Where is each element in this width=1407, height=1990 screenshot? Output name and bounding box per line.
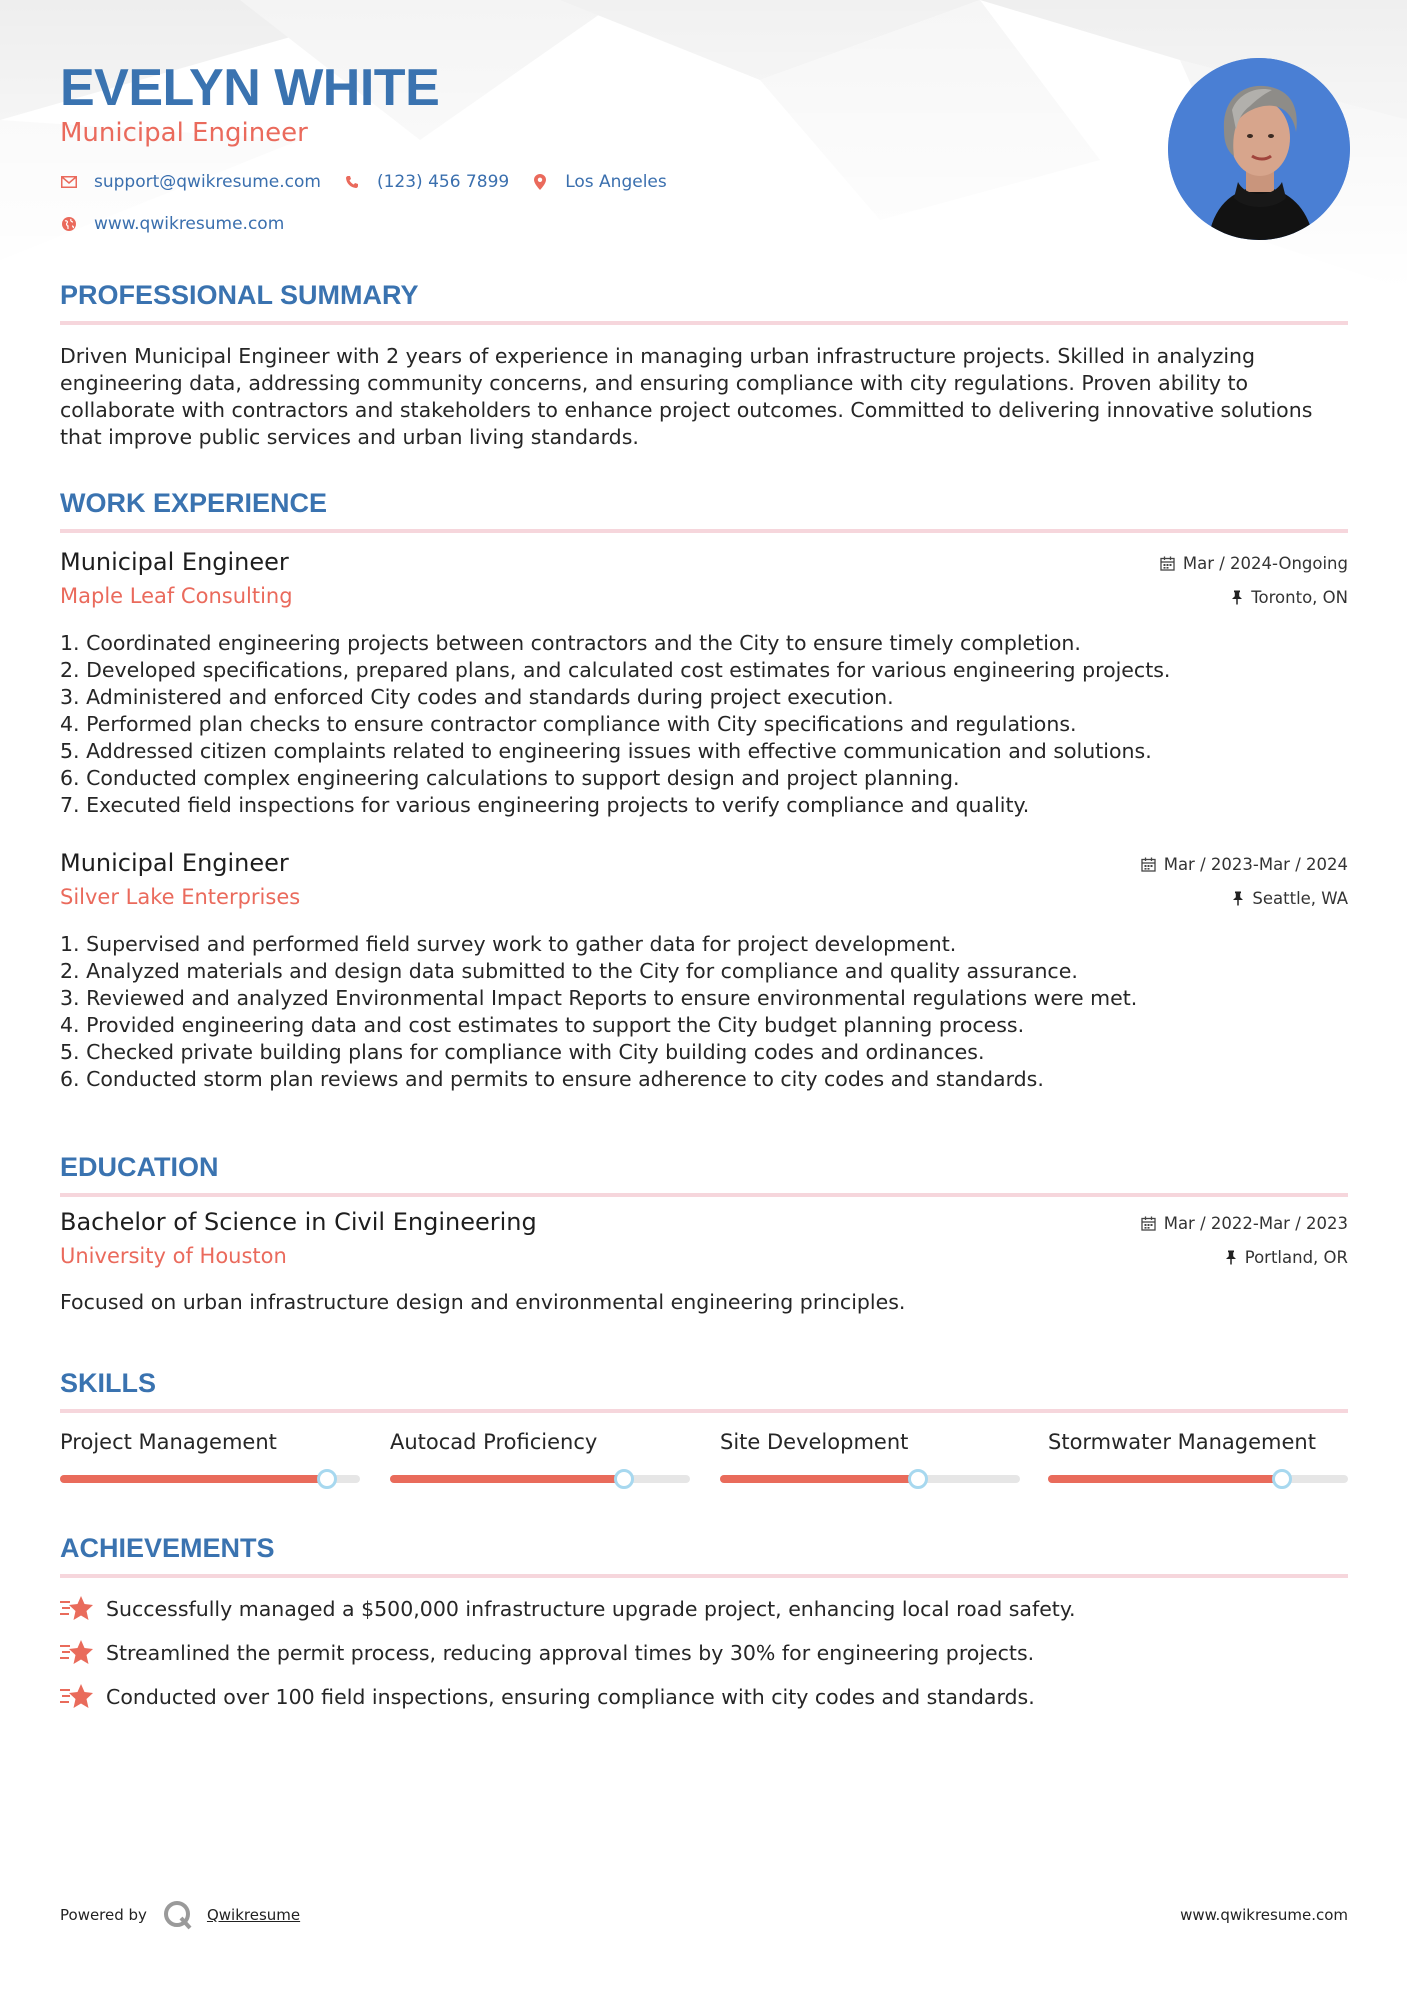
list-item: 2. Analyzed materials and design data submitted to the City for compliance and quality assurance. — [60, 959, 1078, 983]
education-description: Focused on urban infrastructure design and environmental engineering principles. — [60, 1290, 906, 1314]
map-pin-icon — [531, 173, 549, 191]
experience-heading: WORK EXPERIENCE — [60, 488, 328, 518]
job-company: Silver Lake Enterprises — [60, 885, 301, 909]
calendar-icon — [1141, 857, 1156, 872]
list-item: 3. Administered and enforced City codes and standards during project execution. — [60, 685, 894, 709]
pushpin-icon — [1231, 590, 1243, 605]
shooting-star-icon — [60, 1682, 94, 1712]
contact-website[interactable] — [60, 214, 284, 234]
achievements-section — [60, 1533, 1348, 1578]
skill-name: Site Development — [720, 1430, 909, 1454]
skills-heading: SKILLS — [60, 1368, 157, 1398]
skill-bar — [60, 1475, 360, 1483]
footer-brand-link[interactable]: Qwikresume — [206, 1906, 301, 1924]
contact-email[interactable] — [60, 172, 321, 192]
profile-photo — [1168, 58, 1350, 240]
job-date: Mar / 2023-Mar / 2024 — [1141, 855, 1348, 874]
globe-icon — [60, 215, 78, 233]
job-role: Municipal Engineer — [60, 548, 289, 576]
education-heading: EDUCATION — [60, 1152, 219, 1182]
skill-bar-knob — [908, 1469, 928, 1489]
skill-name: Autocad Proficiency — [390, 1430, 598, 1454]
skill-bar-fill — [720, 1475, 918, 1483]
job-entry — [60, 548, 1348, 817]
location-text: Los Angeles — [565, 172, 667, 192]
list-item: 4. Performed plan checks to ensure contractor compliance with City specifications and regulations. — [60, 712, 1077, 736]
achievements-heading: ACHIEVEMENTS — [60, 1533, 275, 1563]
job-entry — [60, 849, 1348, 1091]
achievement-text: Streamlined the permit process, reducing approval times by 30% for engineering projects. — [106, 1641, 1035, 1665]
achievement-text: Successfully managed a $500,000 infrastructure upgrade project, enhancing local road safety. — [106, 1597, 1076, 1621]
skill-bar-fill — [390, 1475, 624, 1483]
summary-section — [60, 280, 1348, 451]
education-location: Portland, OR — [1225, 1248, 1348, 1267]
education-date: Mar / 2022-Mar / 2023 — [1141, 1214, 1348, 1233]
contact-location — [531, 172, 667, 192]
degree-name: Bachelor of Science in Civil Engineering — [60, 1208, 537, 1236]
list-item: 6. Conducted complex engineering calculations to support design and project planning. — [60, 766, 960, 790]
job-location: Seattle, WA — [1232, 889, 1348, 908]
achievement-item — [60, 1682, 1348, 1712]
list-item: 5. Addressed citizen complaints related to engineering issues with effective communication and solutions. — [60, 739, 1152, 763]
skill-bar — [720, 1475, 1020, 1483]
list-item: 1. Coordinated engineering projects between contractors and the City to ensure timely completion. — [60, 631, 1081, 655]
job-location: Toronto, ON — [1231, 588, 1348, 607]
list-item: 5. Checked private building plans for compliance with City building codes and ordinances. — [60, 1040, 985, 1064]
achievement-item — [60, 1594, 1348, 1624]
skill-item — [390, 1430, 690, 1454]
section-divider — [60, 1193, 1348, 1197]
section-divider — [60, 1574, 1348, 1578]
education-section — [60, 1152, 1348, 1197]
website-text: www.qwikresume.com — [94, 214, 285, 234]
job-bullets — [60, 630, 1348, 819]
skill-bar-knob — [317, 1469, 337, 1489]
job-date: Mar / 2024-Ongoing — [1160, 554, 1348, 573]
qwikresume-logo-icon — [163, 1900, 193, 1930]
candidate-name: EVELYN WHITE — [60, 59, 440, 117]
skills-list — [60, 1430, 1348, 1490]
job-role: Municipal Engineer — [60, 849, 289, 877]
school-name: University of Houston — [60, 1244, 287, 1268]
skill-item — [720, 1430, 1020, 1454]
list-item: 6. Conducted storm plan reviews and permits to ensure adherence to city codes and standards. — [60, 1067, 1044, 1091]
calendar-icon — [1160, 556, 1175, 571]
achievement-item — [60, 1638, 1348, 1668]
email-text: support@qwikresume.com — [94, 172, 321, 192]
candidate-title: Municipal Engineer — [60, 118, 308, 148]
footer-powered-by — [60, 1900, 300, 1930]
contact-row — [60, 172, 689, 192]
experience-section — [60, 488, 1348, 533]
skill-bar-knob — [1272, 1469, 1292, 1489]
envelope-icon — [60, 173, 78, 191]
section-divider — [60, 321, 1348, 325]
section-divider — [60, 1409, 1348, 1413]
shooting-star-icon — [60, 1594, 94, 1624]
summary-heading: PROFESSIONAL SUMMARY — [60, 280, 419, 310]
job-company: Maple Leaf Consulting — [60, 584, 293, 608]
list-item: 2. Developed specifications, prepared plans, and calculated cost estimates for various engineering projects. — [60, 658, 1171, 682]
pushpin-icon — [1225, 1250, 1237, 1265]
skill-item — [1048, 1430, 1348, 1454]
list-item: 7. Executed field inspections for various engineering projects to verify compliance and quality. — [60, 793, 1030, 817]
resume-page — [60, 0, 1348, 1990]
phone-icon — [343, 173, 361, 191]
summary-text: Driven Municipal Engineer with 2 years of experience in managing urban infrastructure projects. Skilled in analyzing engineering data, addressing community concerns, and ensuring compliance with city regulations. Proven ability to collaborate with contractors and stakeholders to enhance project outcomes. Committed to delivering innovative solutions that improve public services and urban living standards. — [60, 344, 1313, 449]
achievement-text: Conducted over 100 field inspections, ensuring compliance with city codes and standards. — [106, 1685, 1035, 1709]
skill-bar — [390, 1475, 690, 1483]
calendar-icon — [1141, 1216, 1156, 1231]
powered-by-label: Powered by — [60, 1906, 147, 1924]
skill-name: Project Management — [60, 1430, 277, 1454]
contact-phone[interactable] — [343, 172, 509, 192]
education-entry — [60, 1208, 1348, 1314]
skill-name: Stormwater Management — [1048, 1430, 1316, 1454]
skill-bar-fill — [60, 1475, 327, 1483]
list-item: 3. Reviewed and analyzed Environmental Impact Reports to ensure environmental regulations were met. — [60, 986, 1138, 1010]
shooting-star-icon — [60, 1638, 94, 1668]
contact-row-website — [60, 214, 306, 234]
list-item: 4. Provided engineering data and cost estimates to support the City budget planning process. — [60, 1013, 1025, 1037]
pushpin-icon — [1232, 891, 1244, 906]
footer-website[interactable]: www.qwikresume.com — [1180, 1906, 1348, 1924]
job-bullets — [60, 931, 1348, 1093]
skill-bar — [1048, 1475, 1348, 1483]
skill-bar-knob — [614, 1469, 634, 1489]
phone-text: (123) 456 7899 — [376, 172, 510, 192]
skills-section — [60, 1368, 1348, 1413]
skill-item — [60, 1430, 360, 1454]
skill-bar-fill — [1048, 1475, 1282, 1483]
section-divider — [60, 529, 1348, 533]
list-item: 1. Supervised and performed field survey work to gather data for project development. — [60, 932, 957, 956]
